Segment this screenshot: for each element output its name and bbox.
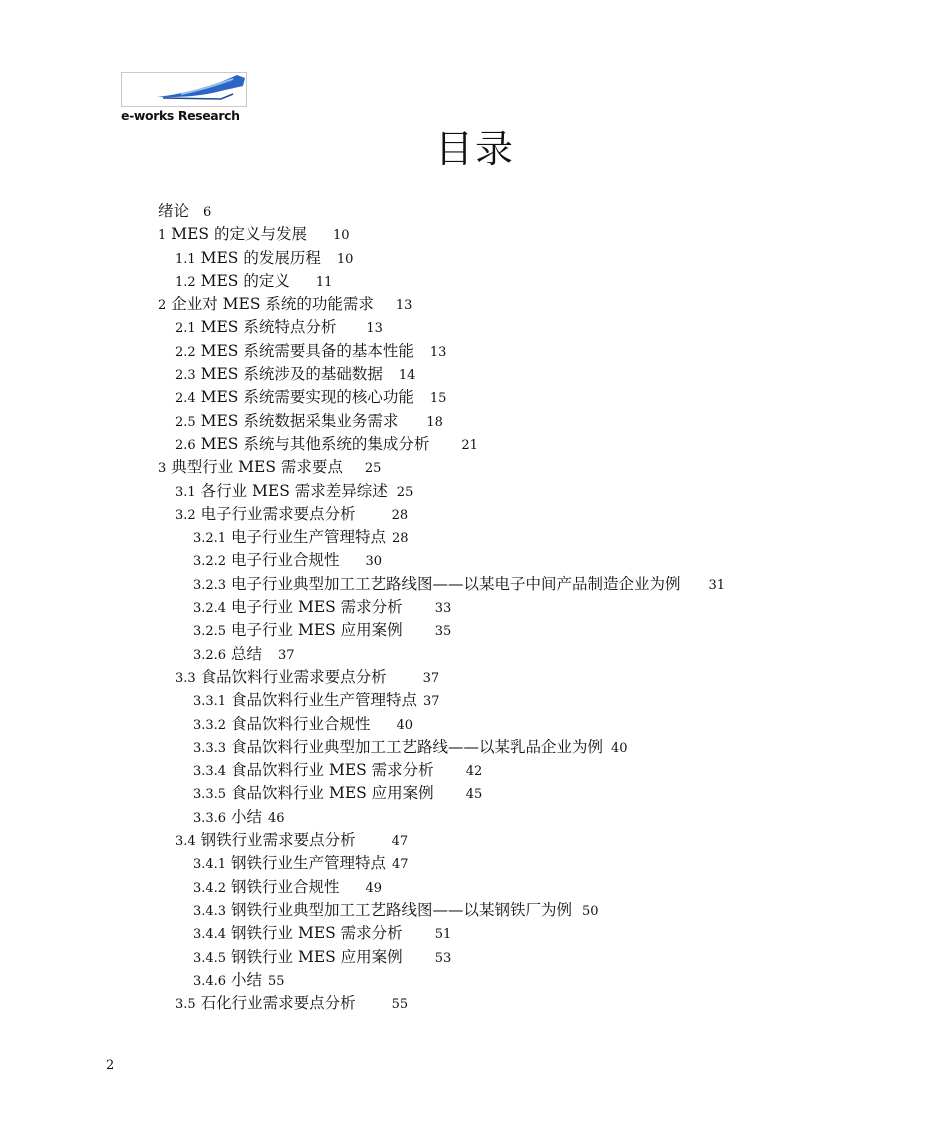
toc-entry-title: 食品饮料行业典型加工工艺路线——以某乳品企业为例 [231, 737, 604, 756]
toc-entry-number: 3.2.4 [193, 601, 227, 617]
toc-entry[interactable] [158, 969, 918, 992]
toc-entry-number: 3 [158, 461, 167, 477]
toc-entry[interactable] [158, 689, 918, 712]
toc-entry-number: 3.3.5 [193, 787, 227, 803]
toc-entry-title: MES 系统特点分析 [200, 318, 337, 337]
toc-entry[interactable] [158, 829, 918, 852]
toc-entry-page: 33 [434, 601, 452, 617]
page-number: 2 [106, 1058, 115, 1073]
toc-entry-page: 40 [396, 717, 414, 733]
toc-entry-number: 2.5 [175, 414, 196, 430]
toc-entry-title: MES 系统需要实现的核心功能 [200, 388, 414, 407]
toc-entry-page: 30 [365, 554, 383, 570]
e-works-logo [121, 72, 247, 124]
toc-entry-number: 2.3 [175, 368, 196, 384]
toc-entry-number: 3.3.1 [193, 694, 227, 710]
toc-entry-page: 47 [391, 834, 409, 850]
toc-entry-title: MES 的定义 [200, 271, 290, 290]
toc-entry-number: 3.2.2 [193, 554, 227, 570]
toc-entry[interactable] [158, 456, 918, 479]
toc-entry-title: MES 系统需要具备的基本性能 [200, 341, 414, 360]
toc-entry-number: 2.2 [175, 344, 196, 360]
toc-entry-title: 电子行业 MES 应用案例 [231, 621, 403, 640]
toc-entry-page: 42 [465, 764, 483, 780]
toc-entry[interactable] [158, 713, 918, 736]
toc-entry[interactable] [158, 806, 918, 829]
toc-entry-number: 2.4 [175, 391, 196, 407]
toc-entry[interactable] [158, 410, 918, 433]
toc-entry-title: 企业对 MES 系统的功能需求 [171, 295, 374, 314]
toc-entry-title: 电子行业 MES 需求分析 [231, 598, 403, 617]
toc-entry-number: 1 [158, 228, 167, 244]
toc-entry-title: MES 系统与其他系统的集成分析 [200, 434, 430, 453]
toc-entry-number: 3.2 [175, 507, 196, 523]
toc-entry-page: 25 [396, 484, 414, 500]
toc-entry-title: 食品饮料行业 MES 需求分析 [231, 761, 434, 780]
toc-entry[interactable] [158, 899, 918, 922]
toc-entry-number: 3.3.3 [193, 740, 227, 756]
toc-entry[interactable] [158, 293, 918, 316]
toc-entry-title: 食品饮料行业合规性 [231, 714, 371, 733]
toc-entry-page: 21 [461, 437, 478, 453]
toc-entry[interactable] [158, 433, 918, 456]
toc-entry[interactable] [158, 526, 918, 549]
toc-entry-title: 钢铁行业需求要点分析 [200, 831, 356, 850]
toc-entry-page: 40 [611, 740, 628, 756]
toc-entry-title: 钢铁行业典型加工工艺路线图——以某钢铁厂为例 [231, 900, 573, 919]
toc-entry-page: 13 [366, 321, 383, 337]
toc-entry-number: 3.4.6 [193, 973, 227, 989]
table-of-contents [158, 200, 918, 1015]
toc-entry-number: 3.4.2 [193, 880, 227, 896]
toc-entry-title: 绪论 [158, 202, 190, 220]
toc-entry[interactable] [158, 200, 918, 223]
toc-entry-page: 51 [434, 927, 452, 943]
toc-entry[interactable] [158, 666, 918, 689]
toc-entry-number: 3.2.3 [193, 577, 227, 593]
toc-entry-title: 典型行业 MES 需求要点 [171, 458, 343, 477]
toc-entry-number: 3.3.4 [193, 764, 227, 780]
toc-entry[interactable] [158, 736, 918, 759]
toc-entry-page: 37 [422, 670, 440, 686]
toc-entry-number: 3.4 [175, 834, 196, 850]
toc-entry-page: 18 [426, 414, 443, 430]
toc-entry[interactable] [158, 759, 918, 782]
toc-entry-page: 28 [391, 507, 409, 523]
toc-entry[interactable] [158, 922, 918, 945]
toc-entry-title: 各行业 MES 需求差异综述 [200, 481, 388, 500]
toc-entry-page: 14 [398, 368, 416, 384]
toc-entry[interactable] [158, 223, 918, 246]
toc-entry-number: 3.4.1 [193, 857, 227, 873]
toc-entry-title: 电子行业典型加工工艺路线图——以某电子中间产品制造企业为例 [231, 574, 681, 593]
toc-entry-page: 35 [434, 624, 452, 640]
toc-entry-page: 50 [582, 903, 599, 919]
toc-entry-page: 53 [434, 950, 452, 966]
toc-entry-title: 食品饮料行业生产管理特点 [231, 691, 418, 710]
toc-entry-number: 3.2.6 [193, 647, 227, 663]
toc-entry[interactable] [158, 946, 918, 969]
toc-entry[interactable] [158, 782, 918, 805]
toc-entry-number: 3.4.4 [193, 927, 227, 943]
toc-entry-number: 3.4.5 [193, 950, 227, 966]
toc-entry-page: 49 [365, 880, 383, 896]
logo-text: e-works Research [121, 108, 240, 123]
toc-entry-number: 3.3 [175, 670, 196, 686]
toc-entry[interactable] [158, 316, 918, 339]
toc-entry-title: 电子行业生产管理特点 [231, 528, 387, 547]
toc-entry-title: 电子行业合规性 [231, 551, 340, 570]
toc-entry[interactable] [158, 876, 918, 899]
toc-entry-page: 6 [203, 205, 212, 220]
toc-entry-title: 小结 [231, 807, 263, 826]
toc-entry-title: 石化行业需求要点分析 [200, 994, 356, 1013]
toc-entry[interactable] [158, 549, 918, 572]
toc-entry-title: 食品饮料行业需求要点分析 [200, 667, 387, 686]
toc-entry-page: 55 [268, 973, 285, 989]
toc-entry-number: 3.5 [175, 997, 196, 1013]
toc-entry-page: 10 [332, 228, 350, 244]
toc-entry[interactable] [158, 270, 918, 293]
toc-entry-page: 10 [336, 251, 354, 267]
toc-entry-page: 28 [392, 531, 409, 547]
toc-entry-title: 钢铁行业 MES 应用案例 [231, 947, 403, 966]
toc-entry-title: 钢铁行业 MES 需求分析 [231, 924, 403, 943]
toc-entry-page: 46 [268, 810, 285, 826]
toc-entry[interactable] [158, 247, 918, 270]
toc-entry[interactable] [158, 363, 918, 386]
toc-entry-number: 3.2.1 [193, 531, 227, 547]
toc-entry[interactable] [158, 643, 918, 666]
page-title: 目录 [434, 127, 515, 171]
toc-entry-page: 15 [429, 391, 447, 407]
toc-entry-number: 3.3.2 [193, 717, 227, 733]
toc-entry[interactable] [158, 992, 918, 1015]
toc-entry-page: 55 [391, 997, 409, 1013]
toc-entry[interactable] [158, 619, 918, 642]
toc-entry-number: 3.1 [175, 484, 196, 500]
toc-entry-title: 总结 [231, 644, 263, 663]
toc-entry[interactable] [158, 340, 918, 363]
toc-entry-title: 钢铁行业生产管理特点 [231, 854, 387, 873]
toc-entry-title: 食品饮料行业 MES 应用案例 [231, 784, 434, 803]
toc-entry-title: 小结 [231, 970, 263, 989]
toc-entry[interactable] [158, 480, 918, 503]
toc-entry-title: MES 系统数据采集业务需求 [200, 411, 399, 430]
toc-entry-number: 2 [158, 298, 167, 314]
toc-entry[interactable] [158, 573, 918, 596]
toc-entry-number: 1.2 [175, 274, 196, 290]
toc-entry-page: 25 [364, 461, 382, 477]
toc-entry-title: MES 的发展历程 [200, 248, 321, 267]
toc-entry-title: MES 的定义与发展 [171, 225, 307, 244]
toc-entry-page: 11 [315, 274, 333, 290]
toc-entry-page: 37 [278, 647, 295, 663]
toc-entry-number: 3.4.3 [193, 903, 227, 919]
toc-entry-number: 2.1 [175, 321, 196, 337]
toc-entry[interactable] [158, 852, 918, 875]
toc-entry-number: 1.1 [175, 251, 196, 267]
toc-entry-title: 电子行业需求要点分析 [200, 504, 356, 523]
toc-entry-number: 3.2.5 [193, 624, 227, 640]
toc-entry-page: 47 [392, 857, 409, 873]
toc-entry-title: MES 系统涉及的基础数据 [200, 365, 383, 384]
toc-entry-page: 37 [423, 694, 440, 710]
toc-entry-page: 45 [465, 787, 483, 803]
toc-entry-number: 3.3.6 [193, 810, 227, 826]
toc-entry[interactable] [158, 386, 918, 409]
toc-entry-page: 13 [395, 298, 413, 314]
toc-entry-number: 2.6 [175, 437, 196, 453]
toc-entry[interactable] [158, 596, 918, 619]
toc-entry-page: 13 [429, 344, 447, 360]
toc-entry[interactable] [158, 503, 918, 526]
toc-entry-title: 钢铁行业合规性 [231, 877, 340, 896]
pen-nib-icon [121, 72, 247, 108]
toc-entry-page: 31 [708, 577, 726, 593]
